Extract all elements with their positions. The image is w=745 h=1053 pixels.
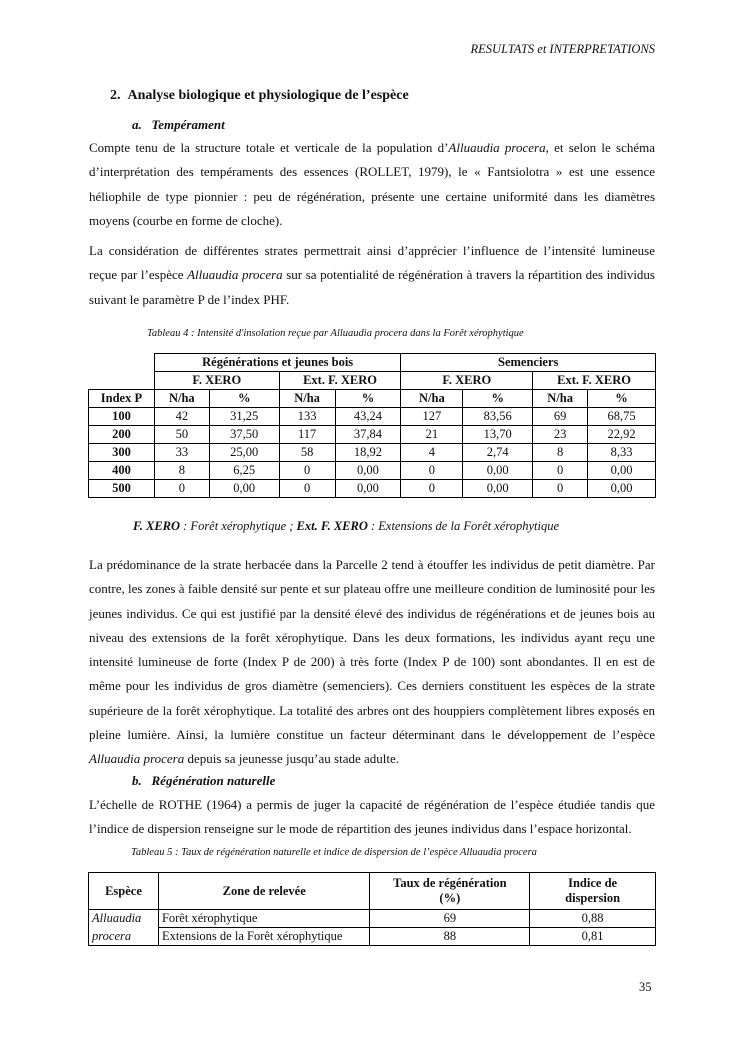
para3-species: Alluaudia procera [89,751,185,767]
table4-legend [133,519,559,534]
table-row [89,480,656,498]
section-title: 2. Analyse biologique et physiologique de l’espèce [110,88,409,103]
value-cell: 42 [154,408,209,426]
value-cell: 31,25 [209,408,279,426]
table5-header-dispersion [530,873,656,910]
para1-text-2: et selon le schéma d’interprétation des tempéraments des essences (ROLLET, 1979), le « Fantsiolotra » est une essence héliophile de type pionnier : peu de régénération, présente une certaine uniformité dans les diamètres moyens (courbe en forme de cloche). [89,140,656,228]
value-cell: 0,00 [209,480,279,498]
value-cell: 0 [401,462,463,480]
para2-text-2: sur sa potentialité de régénération à travers la répartition des individus suivant le paramètre P de l’index PHF. [89,267,655,307]
table-row [89,408,656,426]
value-cell: 0,00 [463,462,533,480]
subsection-title-a: a. Tempérament [132,117,225,132]
col-pct: % [588,390,656,408]
value-cell: 8 [154,462,209,480]
disp-label-line-2: dispersion [565,891,621,905]
value-cell: 0,00 [335,480,401,498]
table-4 [88,353,656,498]
value-cell: 0,00 [463,480,533,498]
value-cell: 0 [401,480,463,498]
rate-cell: 69 [370,910,530,928]
value-cell: 0,00 [588,480,656,498]
value-cell: 25,00 [209,444,279,462]
value-cell: 0 [279,480,335,498]
dispersion-cell: 0,88 [530,910,656,928]
para2-text-1: La considération de différentes strates permettrait ainsi d’apprécier l’influence de l’intensité lumineuse reçue par l’espèce [89,243,655,283]
table5-header-species: Espèce [89,873,159,910]
value-cell: 21 [401,426,463,444]
value-cell: 37,84 [335,426,401,444]
table-row [89,426,656,444]
table4-sub-extfxero-2: Ext. F. XERO [533,372,656,390]
col-nha: N/ha [279,390,335,408]
value-cell: 0 [533,462,588,480]
disp-label-line-1: Indice de [568,876,618,890]
table-row [89,928,656,946]
rate-cell: 88 [370,928,530,946]
table4-header-row-1 [89,354,656,372]
value-cell: 117 [279,426,335,444]
legend-key-2: Ext. F. XERO [296,519,368,533]
col-pct: % [209,390,279,408]
value-cell: 83,56 [463,408,533,426]
zone-cell: Extensions de la Forêt xérophytique [158,928,370,946]
para2-species: Alluaudia procera [187,267,283,283]
paragraph-2 [89,239,655,312]
species-cell-line-2: procera [89,928,159,946]
value-cell: 0,00 [588,462,656,480]
value-cell: 0 [279,462,335,480]
page-number: 35 [639,980,652,994]
index-cell: 400 [89,462,155,480]
value-cell: 23 [533,426,588,444]
table4-group-semenciers: Semenciers [401,354,656,372]
value-cell: 50 [154,426,209,444]
subsection-title-b: b. Régénération naturelle [132,773,276,788]
table4-sub-fxero-2: F. XERO [401,372,533,390]
value-cell: 37,50 [209,426,279,444]
table4-index-header: Index P [89,390,155,408]
para3-text-2: depuis sa jeunesse jusqu’au stade adulte. [184,751,400,767]
value-cell: 6,25 [209,462,279,480]
value-cell: 0 [154,480,209,498]
table5-header-rate [370,873,530,910]
value-cell: 69 [533,408,588,426]
table4-body [89,408,656,498]
index-cell: 300 [89,444,155,462]
zone-cell: Forêt xérophytique [158,910,370,928]
table5-header-row [89,873,656,910]
value-cell: 8 [533,444,588,462]
para3-text-1: La prédominance de la strate herbacée dans la Parcelle 2 tend à étouffer les individus de petit diamètre. Par contre, les zones à faible densité sur pente et sur plateau offre une meilleure condition de luminosité pour les jeunes individus. Ce qui est justifié par la densité élevé des individus de régénérations et de jeunes bois au niveau des extensions de la forêt xérophytique. Dans les deux formations, les individus ayant reçu une intensité lumineuse de forte (Index P de 200) à très forte (Index P de 100) sont abondantes. Il en est de même pour les individus de gros diamètre (semenciers). Ces derniers constituent les espèces de la strate supérieure de la forêt xérophytique. La totalité des arbres ont des houppiers complètement libres exposés en pleine lumière. Ainsi, la lumière constitue un facteur déterminant dans le développement de l’espèce [89,557,655,743]
rate-label-line-2: (%) [439,891,461,905]
value-cell: 4 [401,444,463,462]
value-cell: 13,70 [463,426,533,444]
value-cell: 0 [533,480,588,498]
value-cell: 68,75 [588,408,656,426]
legend-key-1: F. XERO [133,519,181,533]
legend-value-2: : Extensions de la Forêt xérophytique [367,519,560,533]
table4-group-regenerations: Régénérations et jeunes bois [154,354,401,372]
paragraph-4: L’échelle de ROTHE (1964) a permis de juger la capacité de régénération de l’espèce étudiée tandis que l’indice de dispersion renseigne sur le mode de répartition des jeunes individus dans l’espace horizontal. [89,797,655,837]
col-nha: N/ha [401,390,463,408]
table5-header-zone: Zone de relevée [158,873,370,910]
value-cell: 0,00 [335,462,401,480]
index-cell: 200 [89,426,155,444]
table5-caption: Tableau 5 : Taux de régénération naturelle et indice de dispersion de l’espèce Alluaudia procera [131,847,537,858]
para1-text-1: Compte tenu de la structure totale et verticale de la population d’ [89,140,449,155]
rate-label-line-1: Taux de régénération [393,876,507,890]
running-header: RESULTATS et INTERPRETATIONS [470,42,655,56]
value-cell: 8,33 [588,444,656,462]
value-cell: 22,92 [588,426,656,444]
table4-header-row-2 [89,372,656,390]
paragraph-3 [89,553,655,772]
index-cell: 500 [89,480,155,498]
species-cell-line-1: Alluaudia [89,910,159,928]
value-cell: 127 [401,408,463,426]
value-cell: 58 [279,444,335,462]
value-cell: 133 [279,408,335,426]
legend-value-1: : Forêt xérophytique ; [180,519,297,533]
index-cell: 100 [89,408,155,426]
table-row [89,462,656,480]
table-row [89,444,656,462]
table-5 [88,872,656,946]
dispersion-cell: 0,81 [530,928,656,946]
value-cell: 33 [154,444,209,462]
table4-caption: Tableau 4 : Intensité d'insolation reçue par Alluaudia procera dans la Forêt xérophytique [147,328,524,339]
value-cell: 43,24 [335,408,401,426]
col-pct: % [335,390,401,408]
col-pct: % [463,390,533,408]
paragraph-1 [89,136,655,233]
table-row [89,910,656,928]
table4-sub-fxero-1: F. XERO [154,372,279,390]
para1-species: Alluaudia procera, [448,140,549,155]
value-cell: 18,92 [335,444,401,462]
table4-header-row-3 [89,390,656,408]
value-cell: 2,74 [463,444,533,462]
table4-sub-extfxero-1: Ext. F. XERO [279,372,401,390]
col-nha: N/ha [154,390,209,408]
col-nha: N/ha [533,390,588,408]
